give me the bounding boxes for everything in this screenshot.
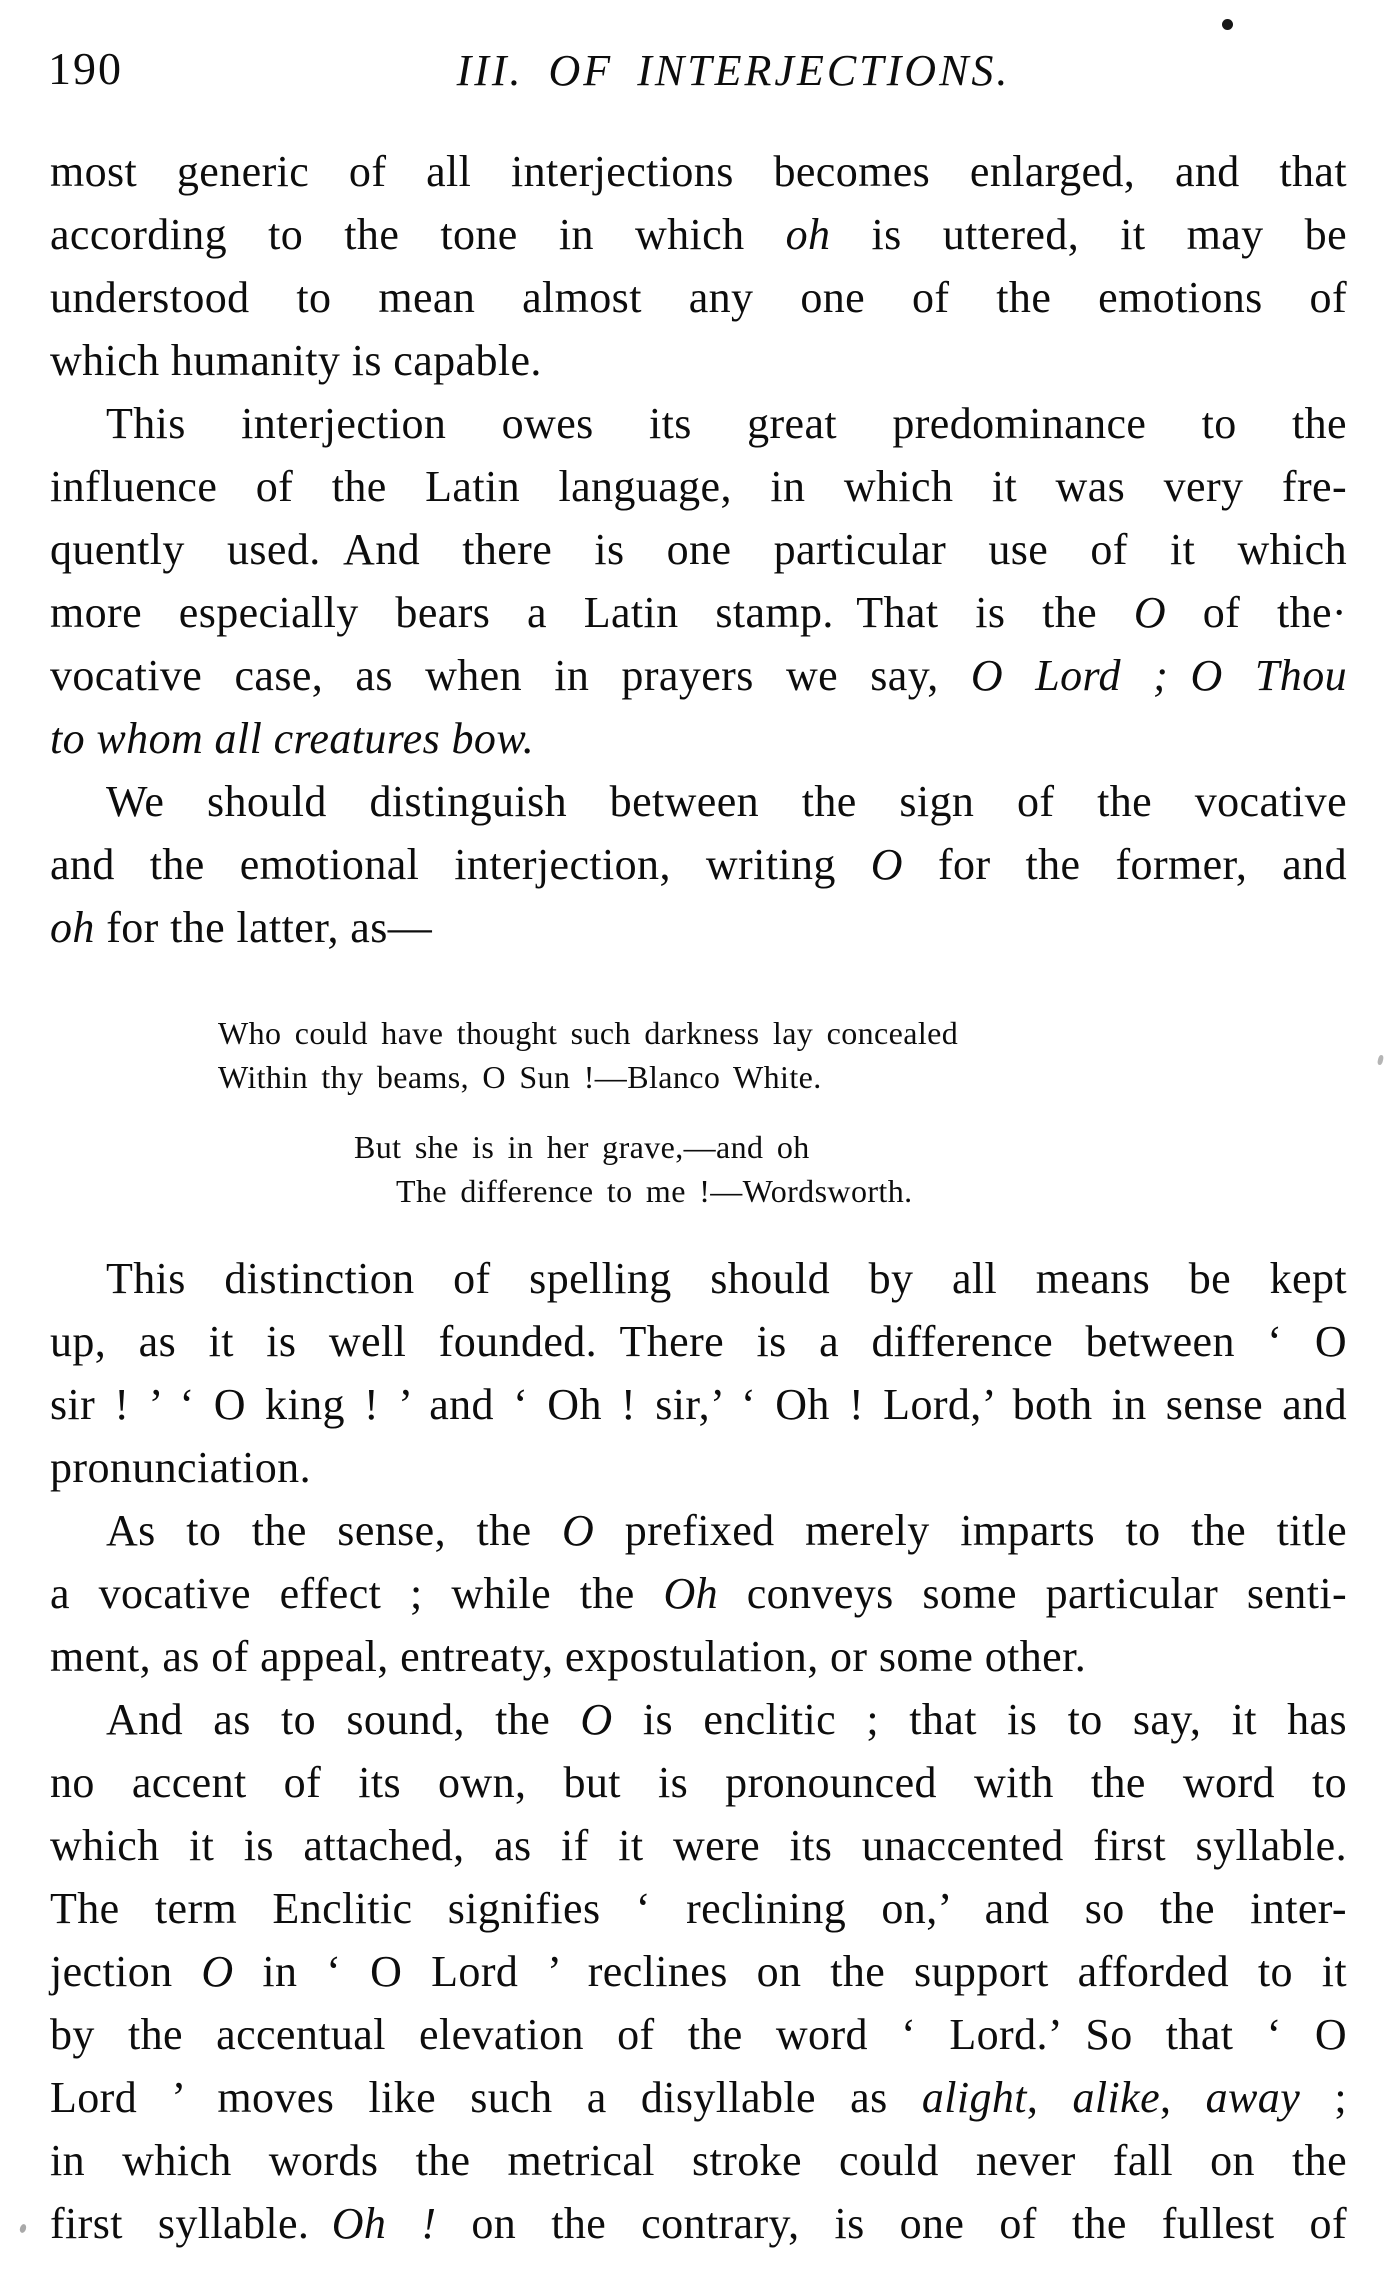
text-segment: And as to sound, the xyxy=(106,1695,581,1744)
text-segment: Lord ’ moves like such a disyllable as xyxy=(50,2073,922,2122)
italic-text-segment: Oh xyxy=(663,1569,719,1618)
text-segment: This distinction of spelling should by all means be kept xyxy=(106,1254,1347,1303)
text-segment: which humanity is capable. xyxy=(50,336,542,385)
text-segment: , xyxy=(1026,2073,1073,2122)
text-segment: ment, as of appeal, entreaty, expostulation, or some other. xyxy=(50,1632,1087,1681)
text-segment: influence of the Latin language, in which it was very fre- xyxy=(50,462,1347,511)
text-segment: Within thy beams, O Sun !—Blanco White. xyxy=(218,1059,822,1095)
text-line xyxy=(50,518,1347,581)
text-segment: But she is in her grave,—and oh xyxy=(354,1129,810,1165)
text-line xyxy=(50,833,1347,896)
text-segment: The term Enclitic signifies ‘ reclining on,’ and so the inter- xyxy=(50,1884,1347,1933)
scan-speck-mark xyxy=(19,2223,27,2233)
text-line xyxy=(50,1310,1347,1373)
running-head-title: III. OF INTERJECTIONS. xyxy=(456,46,1011,95)
text-line xyxy=(50,266,1347,329)
text-segment: for the former, and xyxy=(902,840,1347,889)
para-distinguish xyxy=(50,770,1347,959)
italic-text-segment: to whom all creatures bow. xyxy=(50,714,535,763)
text-segment: As to the sense, the xyxy=(106,1506,563,1555)
ink-dot-mark xyxy=(1222,19,1233,30)
para-sense xyxy=(50,1499,1347,1688)
text-line xyxy=(396,1169,1347,1213)
scan-speck-mark xyxy=(1377,1055,1384,1066)
italic-text-segment: Oh ! xyxy=(331,2199,437,2248)
text-segment: understood to mean almost any one of the emotions of xyxy=(50,273,1347,322)
text-line xyxy=(50,896,1347,959)
text-segment: for the latter, as— xyxy=(94,903,433,952)
text-segment: which it is attached, as if it were its unaccented first syllable. xyxy=(50,1821,1347,1870)
para-sound-enclitic xyxy=(50,1688,1347,2255)
text-segment: most generic of all interjections becomes enlarged, and that xyxy=(50,147,1347,196)
text-segment: sir ! ’ ‘ O king ! ’ and ‘ Oh ! sir,’ ‘ Oh ! Lord,’ both in sense and xyxy=(50,1380,1347,1429)
text-segment: on the contrary, is one of the fullest of xyxy=(436,2199,1348,2248)
italic-text-segment: O Lord ; O Thou xyxy=(970,651,1347,700)
text-line xyxy=(50,1562,1347,1625)
italic-text-segment: oh xyxy=(50,903,95,952)
italic-text-segment: O xyxy=(562,1506,595,1555)
text-segment: We should distinguish between the sign of the vocative xyxy=(106,777,1347,826)
text-segment: no accent of its own, but is pronounced with the word to xyxy=(50,1758,1347,1807)
text-segment: jection xyxy=(50,1947,202,1996)
text-segment: This interjection owes its great predominance to the xyxy=(106,399,1347,448)
text-segment: in which words the metrical stroke could never fall on the xyxy=(50,2136,1347,2185)
text-segment: pronunciation. xyxy=(50,1443,311,1492)
text-line xyxy=(50,2192,1347,2255)
text-line xyxy=(50,581,1347,644)
page-number: 190 xyxy=(48,43,123,94)
text-line xyxy=(354,1125,1347,1169)
text-segment: first syllable. xyxy=(50,2199,332,2248)
italic-text-segment: O xyxy=(870,840,903,889)
para-latin-influence xyxy=(50,392,1347,770)
text-segment: ; xyxy=(1300,2073,1347,2122)
text-line xyxy=(218,1055,1347,1099)
text-segment: is enclitic ; that is to say, it has xyxy=(612,1695,1347,1744)
text-segment: by the accentual elevation of the word ‘ Lord.’ So that ‘ O xyxy=(50,2010,1347,2059)
text-line xyxy=(50,1877,1347,1940)
text-line xyxy=(50,707,1347,770)
italic-text-segment: O xyxy=(201,1947,234,1996)
text-segment: a vocative effect ; while the xyxy=(50,1569,664,1618)
italic-text-segment: alike xyxy=(1072,2073,1161,2122)
text-line xyxy=(50,140,1347,203)
text-line xyxy=(50,455,1347,518)
text-line xyxy=(50,2066,1347,2129)
text-segment: in ‘ O Lord ’ reclines on the support afforded to it xyxy=(233,1947,1347,1996)
text-segment: up, as it is well founded. There is a difference between ‘ O xyxy=(50,1317,1347,1366)
quote-blanco xyxy=(50,1011,1347,1099)
italic-text-segment: O xyxy=(580,1695,613,1744)
text-line xyxy=(50,1247,1347,1310)
text-line xyxy=(50,1436,1347,1499)
text-segment: is uttered, it may be xyxy=(830,210,1347,259)
text-segment: Who could have thought such darkness lay concealed xyxy=(218,1015,959,1051)
text-segment: of the· xyxy=(1166,588,1347,637)
text-line xyxy=(50,1751,1347,1814)
body-text xyxy=(50,140,1347,2255)
text-segment: vocative case, as when in prayers we say, xyxy=(50,651,971,700)
text-line xyxy=(50,203,1347,266)
text-line xyxy=(50,1814,1347,1877)
text-segment: more especially bears a Latin stamp. That is the xyxy=(50,588,1134,637)
text-line xyxy=(50,2129,1347,2192)
text-line xyxy=(218,1011,1347,1055)
text-line xyxy=(50,1688,1347,1751)
text-segment: conveys some particular senti- xyxy=(718,1569,1348,1618)
text-line xyxy=(50,2003,1347,2066)
italic-text-segment: alight xyxy=(921,2073,1027,2122)
para-spelling-distinction xyxy=(50,1247,1347,1499)
text-line xyxy=(50,644,1347,707)
text-line xyxy=(50,329,1347,392)
text-line xyxy=(50,1373,1347,1436)
text-line xyxy=(50,1499,1347,1562)
text-line xyxy=(50,392,1347,455)
text-line xyxy=(50,770,1347,833)
text-segment: , xyxy=(1160,2073,1206,2122)
text-line xyxy=(50,1940,1347,2003)
para-continuation xyxy=(50,140,1347,392)
text-segment: prefixed merely imparts to the title xyxy=(594,1506,1348,1555)
text-segment: The difference to me !—Wordsworth. xyxy=(396,1173,913,1209)
text-segment: and the emotional interjection, writing xyxy=(50,840,871,889)
quote-wordsworth xyxy=(50,1125,1347,1213)
italic-text-segment: away xyxy=(1205,2073,1301,2122)
italic-text-segment: oh xyxy=(785,210,831,259)
text-segment: according to the tone in which xyxy=(50,210,786,259)
text-line xyxy=(50,1625,1347,1688)
text-segment: quently used. And there is one particular use of it which xyxy=(50,525,1347,574)
italic-text-segment: O xyxy=(1133,588,1167,637)
